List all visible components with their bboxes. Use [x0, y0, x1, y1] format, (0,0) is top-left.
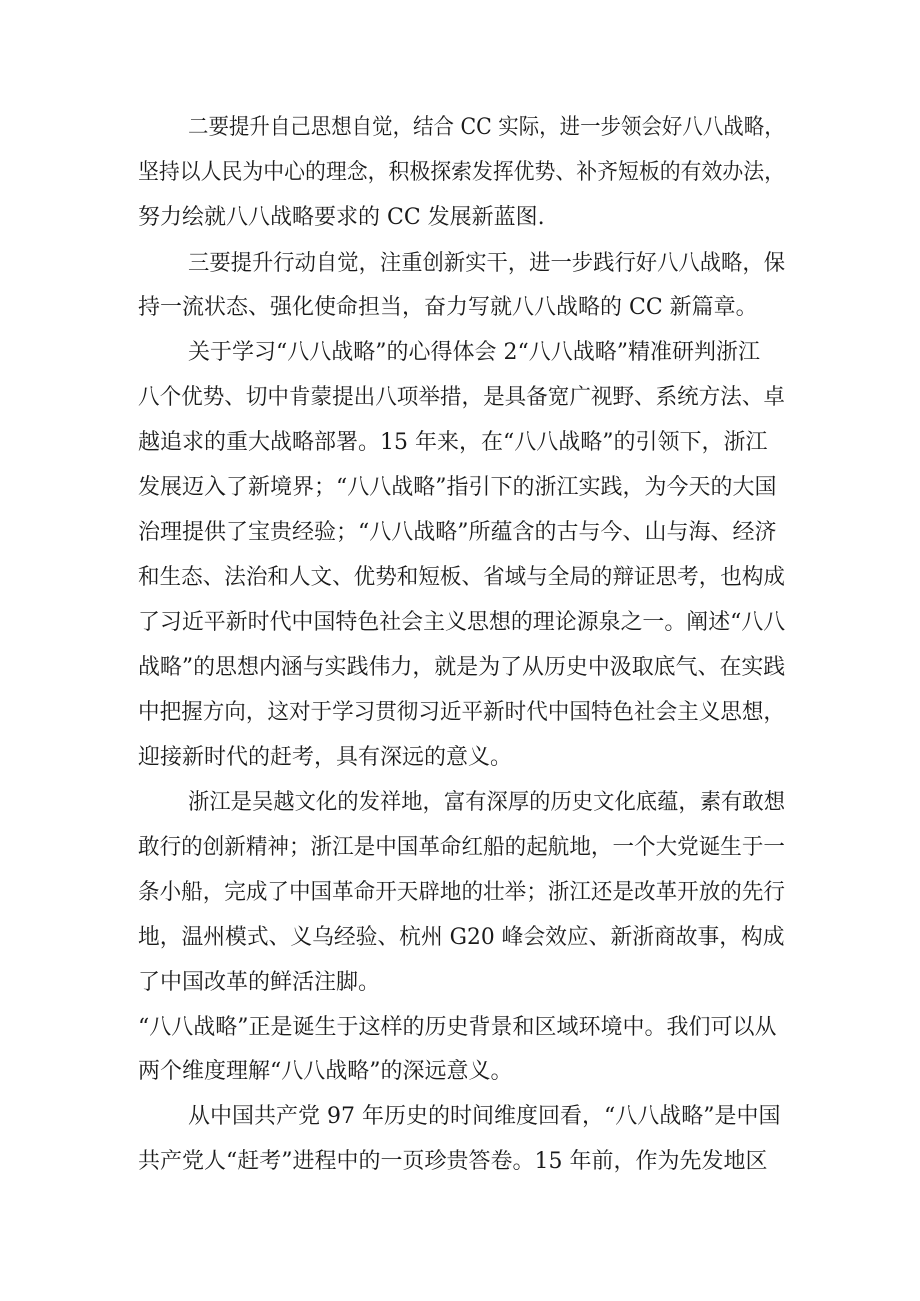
paragraph-1-line-3: 努力绘就八八战略要求的 CC 发展新蓝图. [138, 205, 545, 230]
paragraph-1-line-1: 二要提升自己思想自觉，结合 CC 实际，进一步领会好八八战略， [188, 115, 785, 140]
paragraph-4-line-4: 地，温州模式、义乌经验、杭州 G20 峰会效应、新浙商故事，构成 [138, 925, 785, 950]
paragraph-4-line-2: 敢行的创新精神；浙江是中国革命红船的起航地，一个大党诞生于一 [138, 835, 786, 860]
paragraph-3-line-6: 和生态、法治和人文、优势和短板、省域与全局的辩证思考，也构成 [138, 565, 786, 590]
paragraph-3-line-7: 了习近平新时代中国特色社会主义思想的理论源泉之一。阐述“八八 [138, 610, 786, 635]
paragraph-3-line-4: 发展迈入了新境界；“八八战略”指引下的浙江实践，为今天的大国 [138, 475, 777, 500]
paragraph-1-line-2: 坚持以人民为中心的理念，积极探索发挥优势、补齐短板的有效办法， [138, 160, 786, 185]
paragraph-3-line-9: 中把握方向，这对于学习贯彻习近平新时代中国特色社会主义思想， [138, 700, 786, 725]
paragraph-3-line-10: 迎接新时代的赶考，具有深远的意义。 [138, 745, 513, 770]
paragraph-4-line-1: 浙江是吴越文化的发祥地，富有深厚的历史文化底蕴，素有敢想 [188, 790, 786, 815]
paragraph-2-line-1: 三要提升行动自觉，注重创新实干，进一步践行好八八战略，保 [188, 251, 786, 276]
paragraph-4-line-3: 条小船，完成了中国革命开天辟地的壮举；浙江还是改革开放的先行 [138, 880, 786, 905]
paragraph-6-line-2: 共产党人“赶考”进程中的一页珍贵答卷。15 年前，作为先发地区 [138, 1149, 768, 1174]
paragraph-3-line-2: 八个优势、切中肯蒙提出八项举措，是具备宽广视野、系统方法、卓 [138, 385, 786, 410]
paragraph-5-line-1: “八八战略”正是诞生于这样的历史背景和区域环境中。我们可以从 [138, 1015, 777, 1040]
paragraph-3-line-1: 关于学习“八八战略”的心得体会 2“八八战略”精准研判浙江 [188, 340, 760, 365]
paragraph-3-line-8: 战略”的思想内涵与实践伟力，就是为了从历史中汲取底气、在实践 [138, 655, 786, 680]
paragraph-6-line-1: 从中国共产党 97 年历史的时间维度回看，“八八战略”是中国 [188, 1104, 781, 1129]
paragraph-4-line-5: 了中国改革的鲜活注脚。 [138, 970, 381, 995]
paragraph-2-line-2: 持一流状态、强化使命担当，奋力写就八八战略的 CC 新篇章。 [138, 295, 758, 320]
paragraph-5-line-2: 两个维度理解“八八战略”的深远意义。 [138, 1059, 513, 1084]
paragraph-3-line-3: 越追求的重大战略部署。15 年来，在“八八战略”的引领下，浙江 [138, 430, 768, 455]
paragraph-3-line-5: 治理提供了宝贵经验；“八八战略”所蕴含的古与今、山与海、经济 [138, 520, 777, 545]
